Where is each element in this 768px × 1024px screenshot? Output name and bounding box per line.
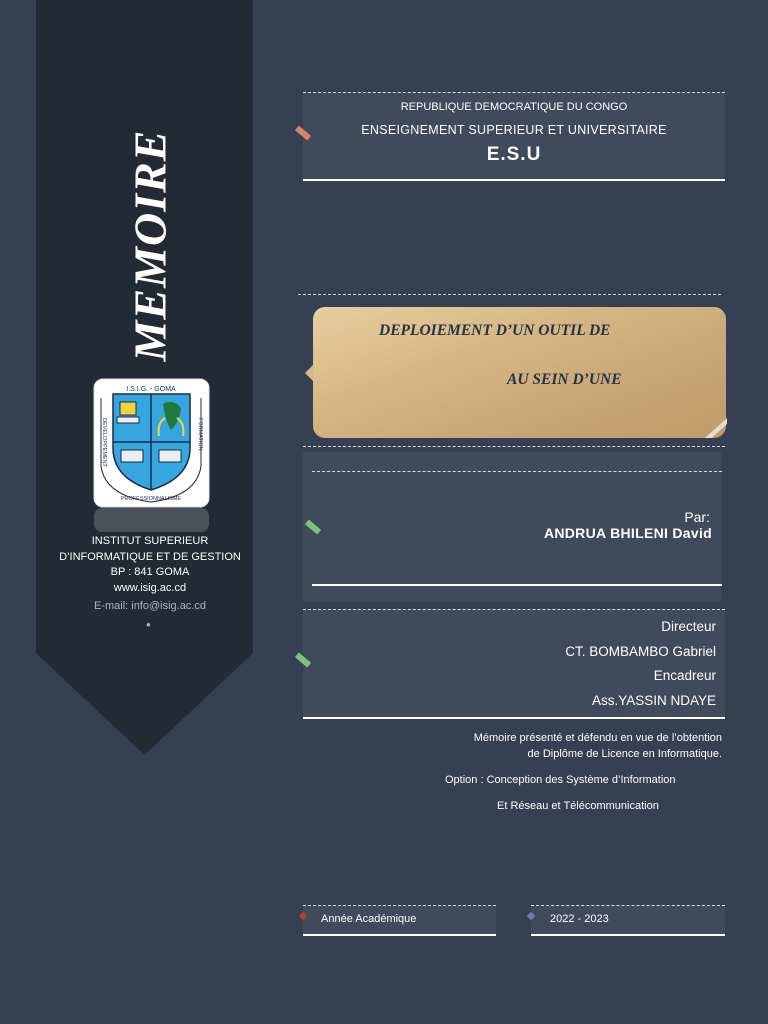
svg-text:PROFESSIONNALISME: PROFESSIONNALISME [120,496,182,502]
institution-line: BP : 841 GOMA [110,566,190,578]
directeur-name: CT. BOMBAMBO Gabriel [565,644,716,659]
vertical-title-container [60,120,240,370]
header-ministry: ENSEIGNEMENT SUPERIEUR ET UNIVERSITAIRE [361,123,667,137]
institution-line: D’INFORMATIQUE ET DE GESTION [59,550,241,563]
logo-reflection [93,508,210,532]
header-country: REPUBLIQUE DEMOCRATIQUE DU CONGO [400,101,628,113]
academic-year-label: Année Académique [321,913,417,925]
svg-text:FORMATION: FORMATION [197,418,203,451]
institution-line: INSTITUT SUPERIEUR [91,535,209,547]
bullet-dot: ● [146,620,151,629]
author-par-label: Par: [684,509,710,525]
description-line1: Mémoire présenté et défendu en vue de l’obtention [473,732,722,744]
option-line2: Et Réseau et Télécommunication [497,800,659,812]
description-line2: de Diplôme de Licence en Informatique. [527,748,722,760]
option-line: Option : Conception des Système d’Information [445,774,676,786]
institution-info [40,534,260,596]
thesis-title-line1: DEPLOIEMENT D’UN OUTIL DE [379,322,611,339]
header-esu: E.S.U [486,144,542,165]
logo-top-text: I.S.I.G. - GOMA [126,386,176,393]
vertical-title: MEMOIRE [124,129,176,361]
isig-logo [93,378,210,508]
divider-solid [312,584,722,586]
encadreur-label: Encadreur [653,668,716,683]
directeur-label: Directeur [661,619,716,634]
divider-dotted [312,471,722,472]
academic-year-value: 2022 - 2023 [550,913,609,925]
svg-text:DEVELOPPEMENT: DEVELOPPEMENT [101,418,107,467]
institution-website[interactable]: www.isig.ac.cd [113,581,187,594]
author-name: ANDRUA BHILENI David [543,525,712,541]
encadreur-name: Ass.YASSIN NDAYE [591,693,716,708]
institution-email[interactable]: E-mail: info@isig.ac.cd [93,600,207,612]
divider-dotted [298,294,721,295]
divider-dotted [303,446,725,447]
thesis-title-line2: AU SEIN D’UNE [507,371,622,388]
